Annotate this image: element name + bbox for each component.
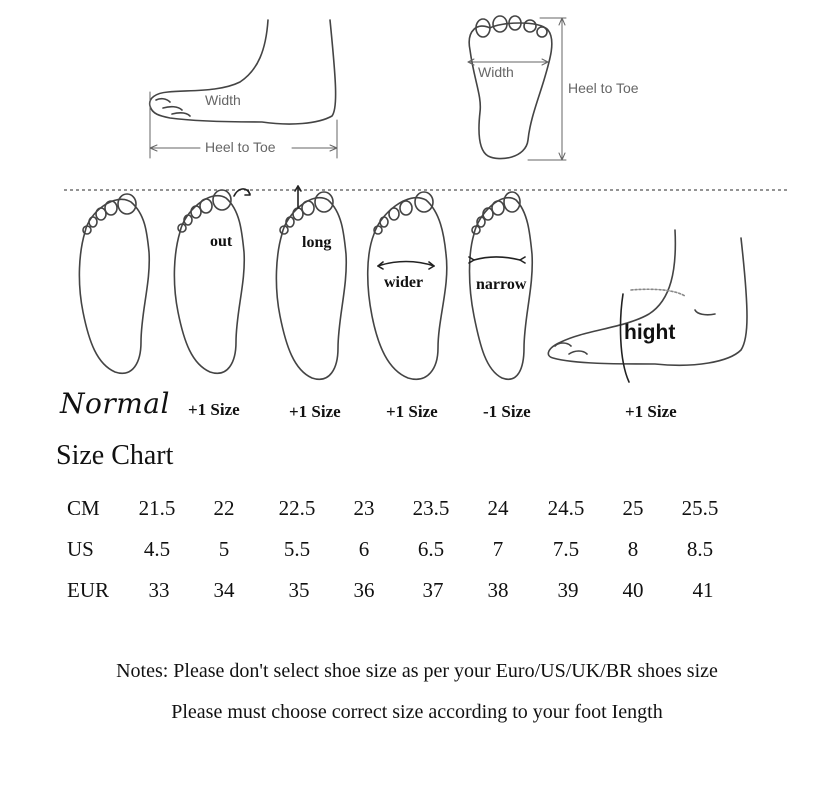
sole-foot-icon <box>469 16 552 159</box>
table-cell: 7 <box>492 537 504 561</box>
high-instep-foot-icon <box>548 230 747 382</box>
table-cell: 37 <box>422 578 444 602</box>
table-cell: 38 <box>487 578 509 602</box>
table-cell: 22 <box>213 496 235 520</box>
wider-tag: wider <box>384 274 424 291</box>
table-cell: 6.5 <box>417 537 445 561</box>
table-cell: 39 <box>557 578 579 602</box>
table-cell: 36 <box>353 578 375 602</box>
long-size-label: +1 Size <box>289 402 341 421</box>
table-cell: 4.5 <box>143 537 171 561</box>
sole-width-label: Width <box>478 64 514 80</box>
row-label-eur: EUR <box>67 578 109 602</box>
table-cell: 33 <box>148 578 170 602</box>
row-label-cm: CM <box>67 496 100 520</box>
table-cell: 41 <box>692 578 714 602</box>
table-cell: 35 <box>288 578 310 602</box>
size-chart-title: Size Chart <box>56 440 174 471</box>
long-tag: long <box>302 234 332 251</box>
sole-heel-to-toe-label: Heel to Toe <box>568 80 639 96</box>
table-cell: 34 <box>213 578 235 602</box>
wider-size-label: +1 Size <box>386 402 438 421</box>
hight-tag: hight <box>624 321 676 344</box>
table-cell: 5.5 <box>283 537 311 561</box>
table-cell: 25 <box>622 496 644 520</box>
normal-foot-icon <box>79 194 149 373</box>
out-foot-icon <box>174 189 250 373</box>
out-size-label: +1 Size <box>188 400 240 419</box>
normal-label: Normal <box>60 387 170 420</box>
table-cell: 22.5 <box>278 496 316 520</box>
table-cell: 24.5 <box>547 496 585 520</box>
table-cell: 21.5 <box>138 496 176 520</box>
table-cell: 25.5 <box>681 496 719 520</box>
side-heel-to-toe-label: Heel to Toe <box>205 139 276 155</box>
table-cell: 8.5 <box>686 537 714 561</box>
out-tag: out <box>210 233 233 250</box>
notes-line-2: Please must choose correct size according to your foot Iength <box>171 701 663 723</box>
table-cell: 24 <box>487 496 509 520</box>
side-foot-icon <box>150 20 336 124</box>
table-cell: 6 <box>358 537 370 561</box>
narrow-size-label: -1 Size <box>483 402 531 421</box>
narrow-tag: narrow <box>476 276 527 293</box>
table-cell: 8 <box>627 537 639 561</box>
hight-size-label: +1 Size <box>625 402 677 421</box>
table-cell: 23.5 <box>412 496 450 520</box>
long-foot-icon <box>276 186 346 379</box>
table-cell: 40 <box>622 578 644 602</box>
notes-line-1: Notes: Please don't select shoe size as per your Euro/US/UK/BR shoes size <box>116 660 718 682</box>
side-width-label: Width <box>205 92 241 108</box>
table-cell: 23 <box>353 496 375 520</box>
table-cell: 5 <box>218 537 230 561</box>
row-label-us: US <box>67 537 94 561</box>
table-cell: 7.5 <box>552 537 580 561</box>
